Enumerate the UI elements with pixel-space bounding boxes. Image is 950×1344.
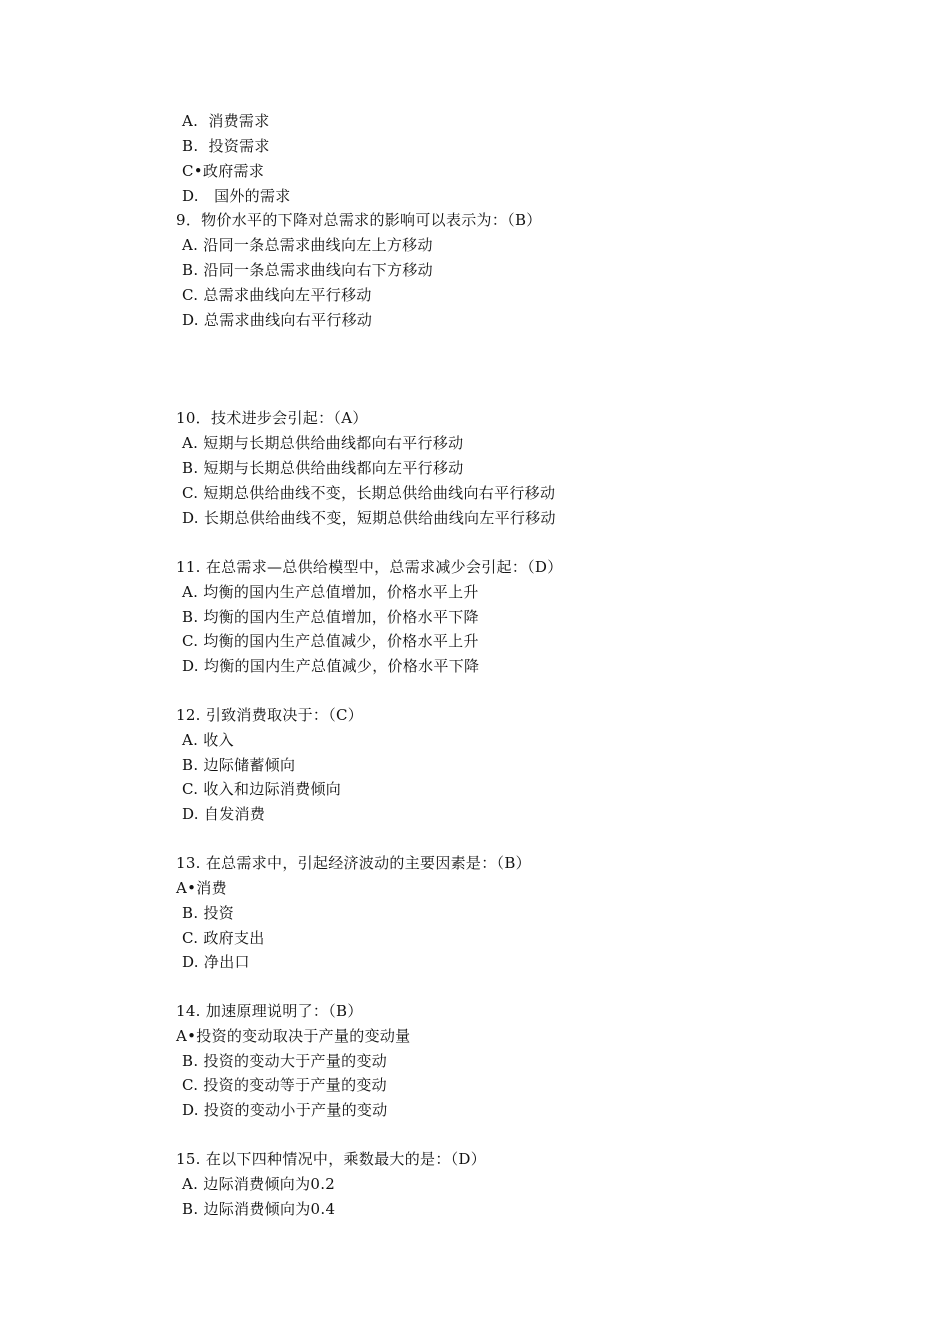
question-9-option-a: A. 沿同一条总需求曲线向左上方移动 (182, 236, 433, 254)
question-13-option-a: A•消费 (176, 879, 227, 897)
question-14-stem: 14. 加速原理说明了：（B） (176, 1002, 363, 1020)
question-12-option-c: C. 收入和边际消费倾向 (182, 780, 342, 798)
question-15-option-a: A. 边际消费倾向为0.2 (182, 1175, 336, 1193)
question-10-stem: 10．技术进步会引起：（A） (176, 409, 368, 427)
question-13-stem: 13. 在总需求中，引起经济波动的主要因素是：（B） (176, 854, 531, 872)
question-9-option-b: B. 沿同一条总需求曲线向右下方移动 (182, 261, 433, 279)
option-b-investment-demand: B. 投资需求 (182, 137, 270, 155)
question-13-option-d: D. 净出口 (182, 953, 250, 971)
question-13-option-c: C. 政府支出 (182, 929, 265, 947)
question-15-stem: 15. 在以下四种情况中，乘数最大的是：（D） (176, 1150, 487, 1168)
question-14-option-a: A•投资的变动取决于产量的变动量 (176, 1027, 411, 1045)
question-12-option-a: A. 收入 (182, 731, 234, 749)
question-11-option-c: C. 均衡的国内生产总值减少，价格水平上升 (182, 632, 479, 650)
option-d-foreign-demand: D. 国外的需求 (182, 187, 291, 205)
question-15-option-b: B. 边际消费倾向为0.4 (182, 1200, 336, 1218)
question-12-option-d: D. 自发消费 (182, 805, 266, 823)
question-14-option-d: D. 投资的变动小于产量的变动 (182, 1101, 388, 1119)
question-12-stem: 12. 引致消费取决于：（C） (176, 706, 364, 724)
question-13-option-b: B. 投资 (182, 904, 235, 922)
question-11-option-a: A. 均衡的国内生产总值增加，价格水平上升 (182, 583, 479, 601)
question-10-option-a: A. 短期与长期总供给曲线都向右平行移动 (182, 434, 464, 452)
question-10-option-c: C. 短期总供给曲线不变，长期总供给曲线向右平行移动 (182, 484, 556, 502)
question-9-option-c: C. 总需求曲线向左平行移动 (182, 286, 372, 304)
question-9-option-d: D. 总需求曲线向右平行移动 (182, 311, 373, 329)
question-14-option-c: C. 投资的变动等于产量的变动 (182, 1076, 387, 1094)
question-14-option-b: B. 投资的变动大于产量的变动 (182, 1052, 388, 1070)
question-11-option-b: B. 均衡的国内生产总值增加，价格水平下降 (182, 608, 479, 626)
question-10-option-d: D. 长期总供给曲线不变，短期总供给曲线向左平行移动 (182, 509, 556, 527)
option-c-government-demand: C•政府需求 (182, 162, 265, 180)
question-12-option-b: B. 边际储蓄倾向 (182, 756, 296, 774)
question-9-stem: 9．物价水平的下降对总需求的影响可以表示为：（B） (176, 211, 542, 229)
option-a-consumption-demand: A. 消费需求 (182, 112, 270, 130)
question-11-stem: 11. 在总需求—总供给模型中，总需求减少会引起：（D） (176, 558, 563, 576)
question-10-option-b: B. 短期与长期总供给曲线都向左平行移动 (182, 459, 464, 477)
question-11-option-d: D. 均衡的国内生产总值减少，价格水平下降 (182, 657, 480, 675)
